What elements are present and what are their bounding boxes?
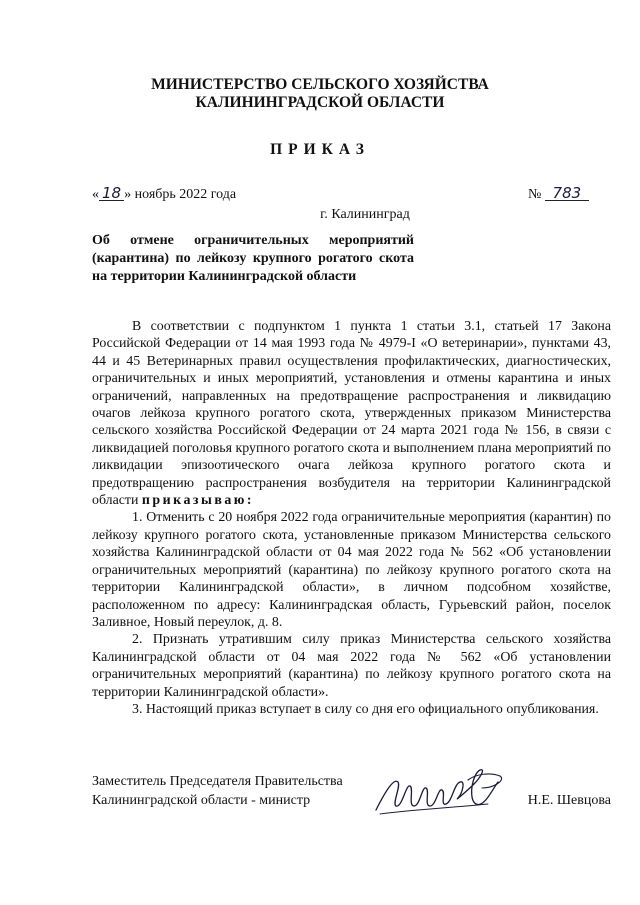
order-body: [92, 318, 611, 718]
ministry-line-1: МИНИСТЕРСТВО СЕЛЬСКОГО ХОЗЯЙСТВА: [151, 76, 489, 93]
item-3: 3. Настоящий приказ вступает в силу со дня его официального опубликования.: [132, 701, 599, 717]
signer-name: Н.Е. Шевцова: [527, 793, 611, 808]
item-2: 2. Признать утратившим силу приказ Министерства сельского хозяйства Калининградской области от 04 мая 2022 года № 562 «Об установлении ограничительных мероприятий (карантина) по лейкозу крупного рогатого скота на территории Калининградской области».: [92, 632, 611, 700]
number-prefix: №: [528, 187, 542, 202]
order-subject: Об отмене ограничительных мероприятий (карантина) по лейкозу крупного рогатого скота на территории Калининградской области: [92, 233, 414, 284]
date-rest: » ноябрь 2022 года: [124, 187, 237, 202]
date-quote-open: «: [92, 187, 99, 202]
city: г. Калининград: [320, 207, 410, 222]
order-number: [528, 186, 589, 203]
signer-title-line-1: Заместитель Председателя Правительства: [92, 774, 343, 789]
handwritten-day: 18: [99, 186, 124, 201]
handwritten-number: 783: [545, 186, 589, 201]
ministry-line-2: КАЛИНИНГРАДСКОЙ ОБЛАСТИ: [195, 94, 445, 111]
preamble-text: В соответствии с подпунктом 1 пункта 1 статьи 3.1, статьей 17 Закона Российской Федерации от 14 мая 1993 года № 4979-I «О ветеринарии», пунктами 43, 44 и 45 Ветеринарных правил осуществления профилактических, диагностических, ограничительных и иных мероприятий, установления и отмены карантина и иных ограничений, направленных на предотвращение распространения и ликвидацию очагов лейкоза крупного рогатого скота, утвержденных приказом Министерства сельского хозяйства Российской Федерации от 24 марта 2021 года № 156, в связи с ликвидацией поголовья крупного рогатого скота и выполнением плана мероприятий по ликвидации эпизоотического очага лейкоза крупного рогатого скота и предотвращению распространения возбудителя на территории Калининградской области: [92, 319, 611, 509]
document-type: ПРИКАЗ: [270, 141, 370, 158]
signature-block: [92, 772, 611, 810]
handwritten-signature-icon: [368, 760, 518, 822]
signer-title-line-2: Калининградской области - министр: [92, 793, 311, 808]
order-word: приказываю:: [141, 493, 255, 509]
item-1: 1. Отменить с 20 ноября 2022 года ограничительные мероприятия (карантин) по лейкозу крупного рогатого скота, установленные приказом Министерства сельского хозяйства Калининградской области от 04 мая 2022 года № 562 «Об установлении ограничительных мероприятий (карантина) по лейкозу крупного рогатого скота на территории Калининградской области», в личном подсобном хозяйстве, расположенном по адресу: Калининградская область, Гурьевский район, поселок Заливное, Новый переулок, д. 8.: [92, 510, 611, 630]
order-date: [92, 186, 236, 203]
ministry-header: [0, 76, 640, 112]
preamble-paragraph: [92, 318, 611, 509]
